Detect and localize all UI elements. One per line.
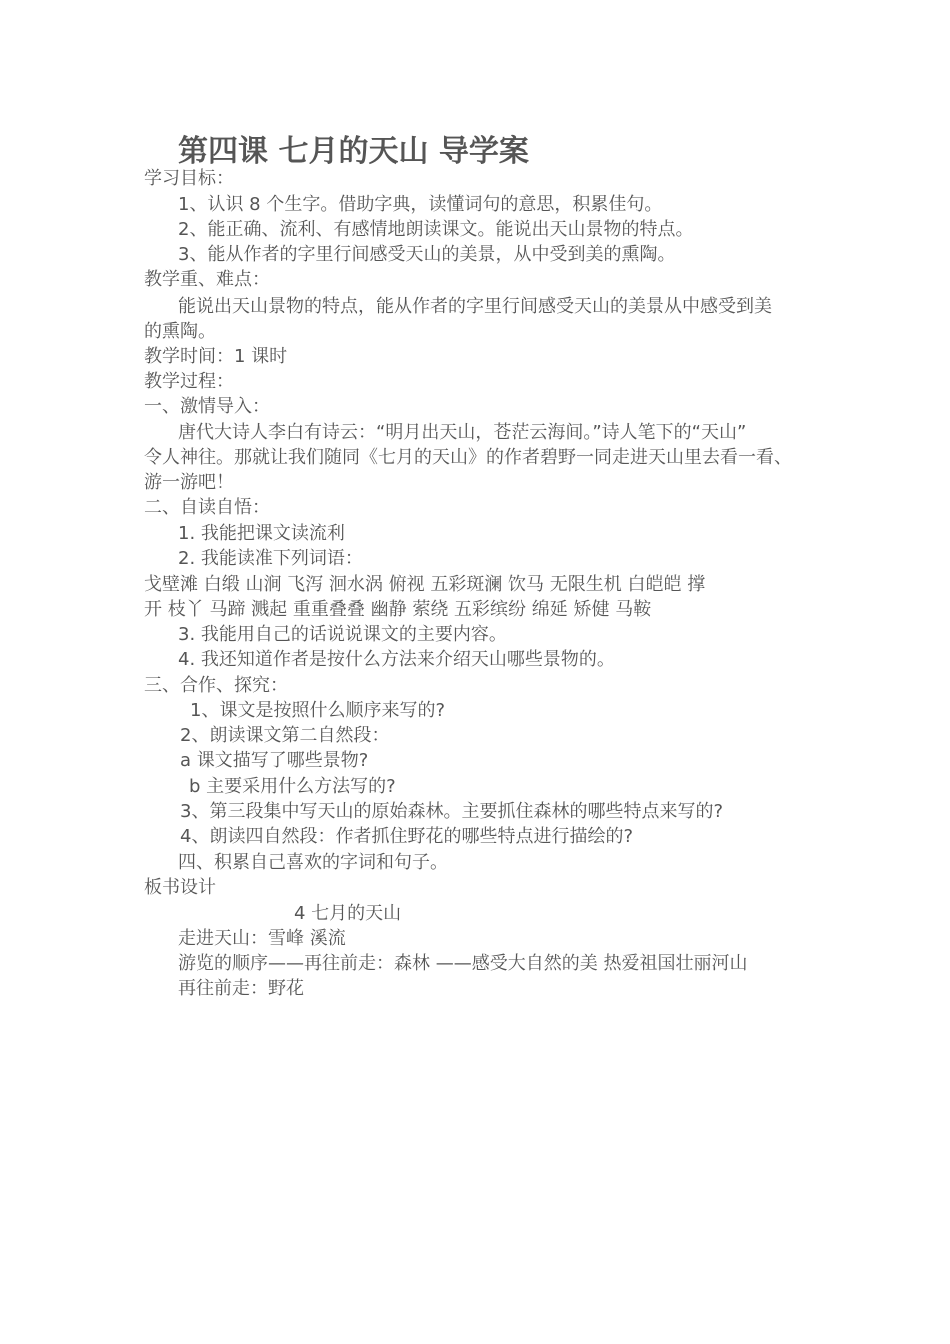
teaching-time: 教学时间：1 课时 [144,346,288,367]
board-title: 4 七月的天山 [294,903,402,924]
section2-heading: 二、自读自悟： [144,497,270,518]
objective-item-1: 1、认识 8 个生字。借助字典，读懂词句的意思，积累佳句。 [178,194,663,215]
board-row-3: 再往前走：野花 [178,978,304,999]
section1-text-line-1: 唐代大诗人李白有诗云：“明月出天山，苍茫云海间。”诗人笔下的“天山” [178,422,747,443]
vocabulary-line-2: 开 枝丫 马蹄 溅起 重重叠叠 幽静 萦绕 五彩缤纷 绵延 矫健 马鞍 [144,599,652,620]
process-heading: 教学过程： [144,371,234,392]
section2-item-3: 3. 我能用自己的话说说课文的主要内容。 [178,624,507,645]
section2-item-4: 4. 我还知道作者是按什么方法来介绍天山哪些景物的。 [178,649,615,670]
board-row-2: 游览的顺序——再往前走：森林 ——感受大自然的美 热爱祖国壮丽河山 [178,953,748,974]
question-2b: b 主要采用什么方法写的? [189,776,396,797]
question-2: 2、朗读课文第二自然段： [180,725,390,746]
question-2a: a 课文描写了哪些景物? [180,750,369,771]
section1-text-line-2: 令人神往。那就让我们随同《七月的天山》的作者碧野一同走进天山里去看一看、 [144,447,792,468]
board-design-heading: 板书设计 [144,877,216,898]
question-1: 1、课文是按照什么顺序来写的? [190,700,446,721]
section3-heading: 三、合作、探究： [144,675,288,696]
board-row-1: 走进天山：雪峰 溪流 [178,928,346,949]
section4-heading: 四、积累自己喜欢的字词和句子。 [178,852,448,873]
key-points-text-line-1: 能说出天山景物的特点，能从作者的字里行间感受天山的美景从中感受到美 [178,296,772,317]
key-points-text-line-2: 的熏陶。 [144,321,216,342]
objectives-heading: 学习目标： [144,168,234,189]
section1-heading: 一、激情导入： [144,396,270,417]
question-4: 4、朗读四自然段：作者抓住野花的哪些特点进行描绘的? [180,826,634,847]
objective-item-3: 3、能从作者的字里行间感受天山的美景，从中受到美的熏陶。 [178,244,676,265]
key-points-heading: 教学重、难点： [144,269,270,290]
document-title: 第四课 七月的天山 导学案 [178,134,529,169]
objective-item-2: 2、能正确、流利、有感情地朗读课文。能说出天山景物的特点。 [178,219,694,240]
vocabulary-line-1: 戈壁滩 白缎 山涧 飞泻 洄水涡 俯视 五彩斑澜 饮马 无限生机 白皑皑 撑 [144,574,706,595]
section2-item-2: 2. 我能读准下列词语： [178,548,363,569]
section2-item-1: 1. 我能把课文读流利 [178,523,345,544]
question-3: 3、第三段集中写天山的原始森林。主要抓住森林的哪些特点来写的? [180,801,724,822]
section1-text-line-3: 游一游吧！ [144,472,234,493]
